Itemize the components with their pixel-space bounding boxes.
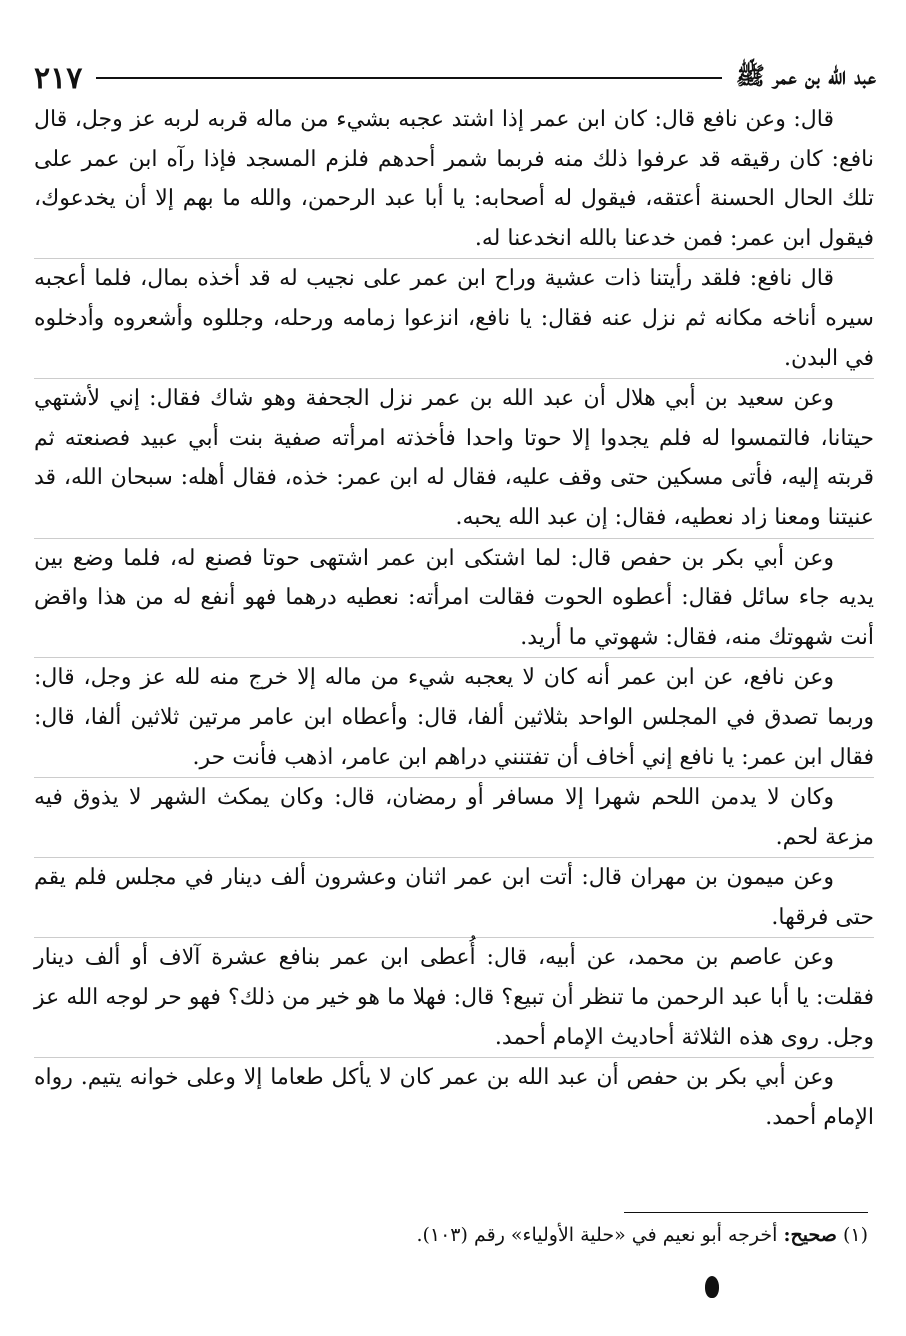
ornament-mark (705, 1276, 719, 1298)
footnote-rule (624, 1212, 868, 1213)
paragraph: قال: وعن نافع قال: كان ابن عمر إذا اشتد عجبه بشيء من ماله قربه لربه عز وجل، قال نافع: كان رقيقه قد عرفوا ذلك منه فربما شمر أحدهم فلزم المسجد فإذا رآه ابن عمر على تلك الحال الحسنة أعتقه، فيقول له أصحابه: يا أبا عبد الرحمن، والله ما بهم إلا أن يخدعوك، فيقول ابن عمر: فمن خدعنا بالله انخدعنا له. (34, 107, 874, 251)
paragraph: وكان لا يدمن اللحم شهرا إلا مسافر أو رمضان، قال: وكان يمكث الشهر لا يذوق فيه مزعة لحم. (34, 777, 874, 857)
header-rule (96, 77, 721, 79)
paragraph: وعن أبي بكر بن حفص قال: لما اشتكى ابن عمر اشتهى حوتا فصنع له، فلما وضع بين يديه جاء سائل فقال: أعطوه الحوت فقالت امرأته: نعطيه درهما فهو أنفع له من هذا واقض أنت شهوتك منه، فقال: شهوتي ما أريد. (34, 538, 874, 658)
main-text (34, 100, 874, 1137)
footnote (34, 1220, 868, 1250)
paragraph: وعن ميمون بن مهران قال: أتت ابن عمر اثنان وعشرون ألف دينار في مجلس فلم يقم حتى فرقها. (34, 857, 874, 937)
footnote-marker: (١) (842, 1224, 868, 1246)
footnote-text: أخرجه أبو نعيم في «حلية الأولياء» رقم (١٠٣). (416, 1224, 778, 1246)
paragraph: وعن عاصم بن محمد، عن أبيه، قال: أُعطى ابن عمر بنافع عشرة آلاف أو ألف دينار فقلت: يا أبا عبد الرحمن ما تنظر أن تبيع؟ قال: فهلا ما هو خير من ذلك؟ فهو حر لوجه الله عز وجل. روى هذه الثلاثة أحاديث الإمام أحمد. (34, 937, 874, 1057)
paragraph: وعن سعيد بن أبي هلال أن عبد الله بن عمر نزل الجحفة وهو شاك فقال: إني لأشتهي حيتانا، فالتمسوا له فلم يجدوا إلا حوتا واحدا فأخذته امرأته صفية بنت أبي عبيد فصنعته ثم قربته إليه، فأتى مسكين حتى وقف عليه، فقال له ابن عمر: خذه، فقال أهله: سبحان الله، قد عنيتنا ومعنا زاد نعطيه، فقال: إن عبد الله يحبه. (34, 378, 874, 537)
paragraph: قال نافع: فلقد رأيتنا ذات عشية وراح ابن عمر على نجيب له قد أخذه بمال، فلما أعجبه سيره أناخه مكانه ثم نزل عنه فقال: يا نافع، انزعوا زمامه ورحله، وجللوه وأشعروه وأدخلوه في البدن. (34, 258, 874, 378)
paragraph: وعن أبي بكر بن حفص أن عبد الله بن عمر كان لا يأكل طعاما إلا وعلى خوانه يتيم. رواه الإمام أحمد. (34, 1057, 874, 1137)
paragraph: وعن نافع، عن ابن عمر أنه كان لا يعجبه شيء من ماله إلا خرج منه لله عز وجل، قال: وربما تصدق في المجلس الواحد بثلاثين ألفا، قال: وأعطاه ابن عامر مرتين ثلاثين ألفا، قال: فقال ابن عمر: يا نافع إني أخاف أن تفتنني دراهم ابن عامر، اذهب فأنت حر. (34, 657, 874, 777)
running-header (34, 58, 876, 98)
running-title: عبد الله بن عمر ﷺ (735, 60, 876, 90)
footnote-grade: صحيح: (783, 1224, 837, 1246)
page-number: ٢١٧ (34, 60, 83, 96)
